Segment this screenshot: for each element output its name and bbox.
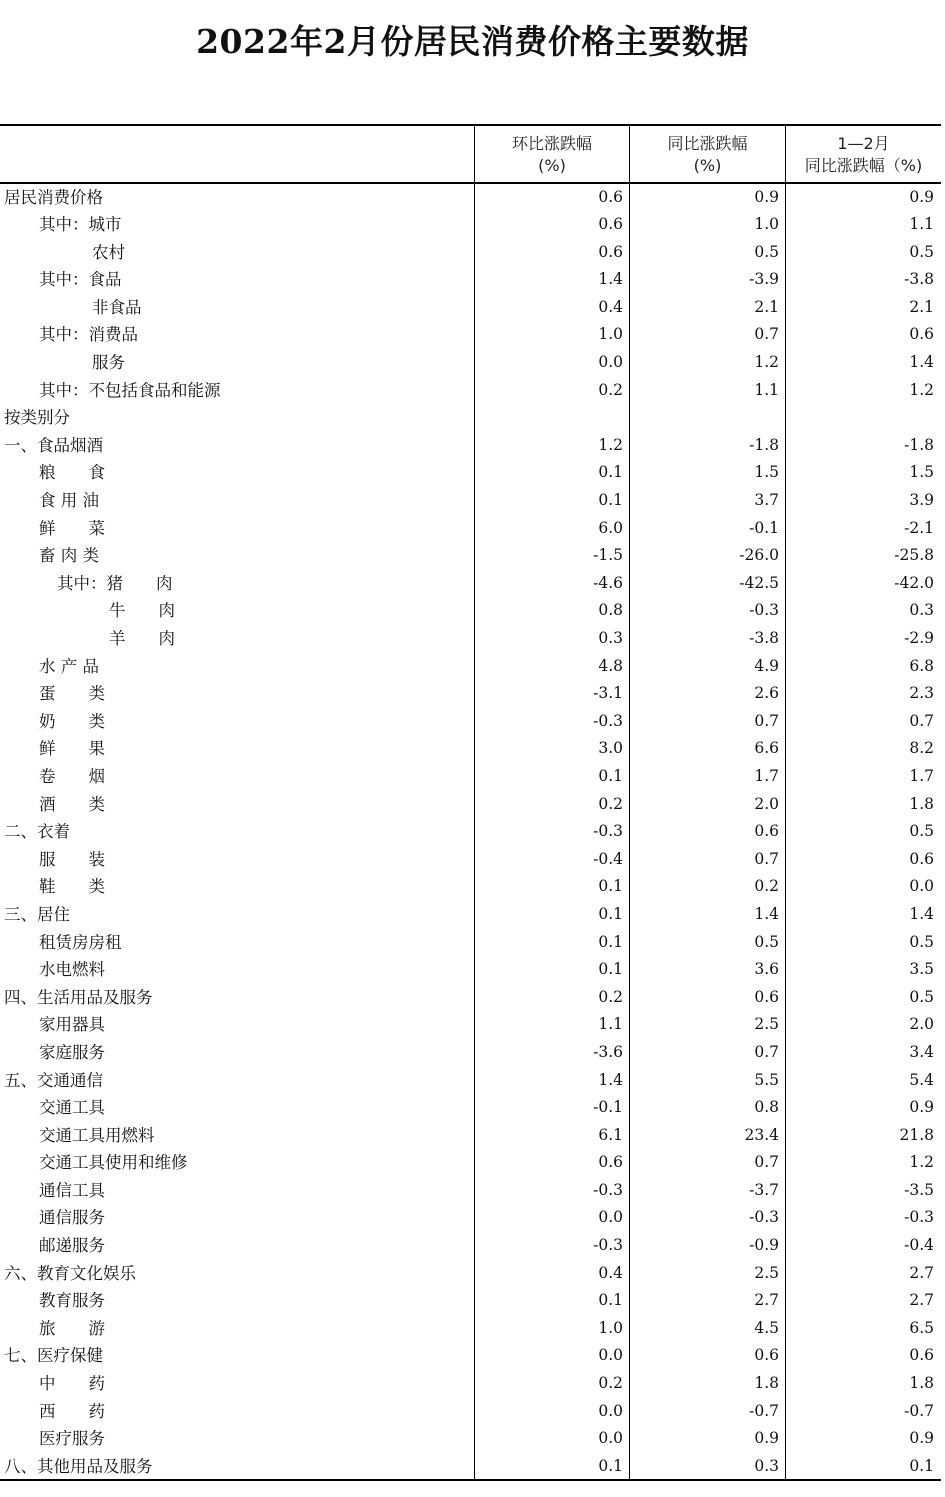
table-row (0, 266, 941, 294)
header-ytd (786, 127, 941, 183)
row-label: 其中：城市 (39, 215, 122, 235)
table-row (0, 1067, 941, 1095)
mom-value: -0.3 (593, 1180, 623, 1199)
mom-value: 0.1 (598, 1456, 623, 1475)
yoy-value: 23.4 (744, 1125, 779, 1144)
ytd-value: 3.4 (909, 1042, 934, 1061)
mom-value: -0.3 (593, 1236, 623, 1255)
ytd-value: -0.4 (904, 1236, 934, 1255)
header-yoy (630, 127, 785, 183)
mom-value: 0.1 (598, 766, 623, 785)
ytd-value: 6.8 (909, 656, 934, 675)
row-label: 七、医疗保健 (4, 1346, 103, 1366)
mom-value: 6.0 (598, 518, 623, 537)
table-row (0, 929, 941, 957)
row-label: 四、生活用品及服务 (4, 987, 153, 1007)
mom-value: 0.0 (598, 1429, 623, 1448)
mom-value: 0.1 (598, 1291, 623, 1310)
row-label: 中 药 (39, 1374, 105, 1394)
ytd-value: 2.3 (909, 684, 934, 703)
row-label: 医疗服务 (39, 1429, 105, 1449)
mom-value: 0.6 (598, 215, 623, 234)
ytd-value: 0.5 (909, 822, 934, 841)
header-yoy-line2: (%) (693, 156, 722, 175)
ytd-value: 0.0 (909, 877, 934, 896)
table-row (0, 1287, 941, 1315)
ytd-value: -0.3 (904, 1208, 934, 1227)
yoy-value: -0.9 (749, 1236, 779, 1255)
table-row (0, 901, 941, 929)
ytd-value: 3.5 (909, 960, 934, 979)
row-label: 鲜 果 (39, 739, 105, 759)
ytd-value: 8.2 (909, 739, 934, 758)
table-row (0, 625, 941, 653)
yoy-value: 3.6 (754, 960, 779, 979)
mom-value: 0.0 (598, 1208, 623, 1227)
header-ytd-line2: 同比涨跌幅（%) (804, 156, 923, 175)
row-label: 交通工具 (39, 1098, 105, 1118)
table-row (0, 570, 941, 598)
ytd-value: -2.1 (904, 518, 934, 537)
ytd-value: -3.8 (904, 270, 934, 289)
table-row (0, 763, 941, 791)
mom-value: 0.4 (598, 297, 623, 316)
row-label: 其中：消费品 (39, 325, 138, 345)
mom-value: 1.4 (598, 1070, 623, 1089)
row-label: 家用器具 (39, 1015, 105, 1035)
mom-value: 1.0 (598, 1318, 623, 1337)
table-row (0, 791, 941, 819)
row-label: 非食品 (92, 297, 142, 317)
mom-value: -3.1 (593, 684, 623, 703)
row-label: 六、教育文化娱乐 (4, 1263, 136, 1283)
yoy-value: 0.6 (754, 1346, 779, 1365)
table-row (0, 708, 941, 736)
mom-value: 0.4 (598, 1263, 623, 1282)
yoy-value: 2.5 (754, 1015, 779, 1034)
table-row (0, 873, 941, 901)
ytd-value: -3.5 (904, 1180, 934, 1199)
row-label: 卷 烟 (39, 766, 105, 786)
ytd-value: 21.8 (899, 1125, 934, 1144)
row-label: 交通工具使用和维修 (39, 1153, 188, 1173)
ytd-value: 1.1 (909, 215, 934, 234)
ytd-value: 1.4 (909, 353, 934, 372)
yoy-value: 2.6 (754, 684, 779, 703)
yoy-value: -42.5 (739, 573, 779, 592)
ytd-value: 0.5 (909, 932, 934, 951)
yoy-value: 0.8 (754, 1098, 779, 1117)
table-row (0, 1260, 941, 1288)
yoy-value: -0.3 (749, 1208, 779, 1227)
yoy-value: 1.2 (754, 353, 779, 372)
mom-value: 0.6 (598, 187, 623, 206)
ytd-value: -25.8 (894, 546, 934, 565)
table-row (0, 1177, 941, 1205)
ytd-value: 0.9 (909, 187, 934, 206)
yoy-value: 1.1 (754, 380, 779, 399)
table-row (0, 680, 941, 708)
yoy-value: 0.5 (754, 932, 779, 951)
yoy-value: -0.3 (749, 601, 779, 620)
row-label: 五、交通通信 (4, 1070, 103, 1090)
table-row (0, 1039, 941, 1067)
ytd-value: 0.6 (909, 849, 934, 868)
row-label: 通信服务 (39, 1208, 105, 1228)
table-row (0, 956, 941, 984)
yoy-value: 0.3 (754, 1456, 779, 1475)
table-row (0, 542, 941, 570)
row-label: 酒 类 (39, 794, 105, 814)
row-label: 牛 肉 (109, 601, 175, 621)
table-row (0, 1122, 941, 1150)
row-label: 水电燃料 (39, 960, 105, 980)
yoy-value (631, 404, 779, 432)
ytd-value: 2.7 (909, 1291, 934, 1310)
mom-value: 0.1 (598, 877, 623, 896)
ytd-value: 1.2 (909, 1153, 934, 1172)
ytd-value: 2.1 (909, 297, 934, 316)
row-label: 其中：猪 肉 (57, 573, 173, 593)
ytd-value: 0.3 (909, 601, 934, 620)
row-label: 西 药 (39, 1401, 105, 1421)
mom-value: -0.3 (593, 822, 623, 841)
row-label: 服 装 (39, 849, 105, 869)
row-label: 其中：食品 (39, 270, 122, 290)
table-row (0, 404, 941, 432)
ytd-value: -0.7 (904, 1401, 934, 1420)
yoy-value: -0.1 (749, 518, 779, 537)
ytd-value: 5.4 (909, 1070, 934, 1089)
page-title: 2022年2月份居民消费价格主要数据 (196, 22, 749, 61)
mom-value: 0.6 (598, 242, 623, 261)
mom-value: -0.4 (593, 849, 623, 868)
yoy-value: 1.7 (754, 766, 779, 785)
header-yoy-line1: 同比涨跌幅 (667, 134, 748, 153)
yoy-value: 0.7 (754, 325, 779, 344)
table-row (0, 239, 941, 267)
row-label: 家庭服务 (39, 1042, 105, 1062)
table-row (0, 984, 941, 1012)
ytd-value: 2.0 (909, 1015, 934, 1034)
yoy-value: -3.8 (749, 629, 779, 647)
row-label: 羊 肉 (109, 629, 175, 648)
yoy-value: 0.6 (754, 822, 779, 841)
table-row (0, 1453, 941, 1481)
row-label: 鲜 菜 (39, 518, 105, 538)
row-label: 粮 食 (39, 463, 105, 483)
row-label: 水 产 品 (39, 656, 99, 676)
yoy-value: 1.5 (754, 463, 779, 482)
yoy-value: 0.2 (754, 877, 779, 896)
mom-value: 0.1 (598, 491, 623, 510)
mom-value: 0.1 (598, 463, 623, 482)
row-label: 其中：不包括食品和能源 (39, 380, 221, 400)
row-label: 旅 游 (39, 1318, 105, 1338)
ytd-value: 1.8 (909, 1374, 934, 1393)
row-label: 食 用 油 (39, 491, 99, 511)
yoy-value: 4.5 (754, 1318, 779, 1337)
header-ytd-line1: 1—2月 (837, 134, 890, 153)
ytd-value: 0.5 (909, 987, 934, 1006)
yoy-value: 2.5 (754, 1263, 779, 1282)
row-label: 蛋 类 (39, 684, 105, 704)
table-row (0, 1425, 941, 1453)
yoy-value: 1.0 (754, 215, 779, 234)
table-row (0, 1204, 941, 1232)
row-label: 三、居住 (4, 904, 70, 924)
mom-value: 0.0 (598, 1401, 623, 1420)
ytd-value: 0.7 (909, 711, 934, 730)
row-label: 按类别分 (4, 408, 70, 428)
row-label: 邮递服务 (39, 1236, 105, 1256)
ytd-value: 1.5 (909, 463, 934, 482)
mom-value: -0.1 (593, 1098, 623, 1117)
mom-value: 0.2 (598, 987, 623, 1006)
table-row (0, 818, 941, 846)
table-row (0, 211, 941, 239)
row-label: 交通工具用燃料 (39, 1125, 155, 1145)
mom-value: 0.6 (598, 1153, 623, 1172)
row-label: 二、衣着 (4, 822, 70, 842)
table-row (0, 294, 941, 322)
mom-value: 6.1 (598, 1125, 623, 1144)
mom-value: 0.1 (598, 932, 623, 951)
mom-value: 0.2 (598, 380, 623, 399)
mom-value: 3.0 (598, 739, 623, 758)
yoy-value: 1.4 (754, 904, 779, 923)
ytd-value: -2.9 (904, 629, 934, 647)
mom-value: -3.6 (593, 1042, 623, 1061)
table-row (0, 1149, 941, 1177)
row-label: 奶 类 (39, 711, 105, 731)
row-label: 八、其他用品及服务 (4, 1456, 153, 1476)
mom-value: 0.3 (598, 629, 623, 647)
yoy-value: 0.5 (754, 242, 779, 261)
ytd-value: 3.9 (909, 491, 934, 510)
mom-value: 0.2 (598, 794, 623, 813)
table-row (0, 597, 941, 625)
mom-value: -4.6 (593, 573, 623, 592)
yoy-value: 0.9 (754, 187, 779, 206)
table-row (0, 846, 941, 874)
table-row (0, 735, 941, 763)
ytd-value: 0.1 (909, 1456, 934, 1475)
ytd-value: -42.0 (894, 573, 934, 592)
table-row (0, 1232, 941, 1260)
yoy-value: 2.1 (754, 297, 779, 316)
row-label: 服务 (92, 353, 125, 373)
row-label: 教育服务 (39, 1291, 105, 1311)
table-row (0, 1011, 941, 1039)
row-label: 畜 肉 类 (39, 546, 99, 566)
yoy-value: 0.6 (754, 987, 779, 1006)
table-row (0, 459, 941, 487)
ytd-value: 1.8 (909, 794, 934, 813)
table-body (0, 184, 941, 1481)
ytd-value: 0.6 (909, 325, 934, 344)
mom-value: 0.2 (598, 1374, 623, 1393)
yoy-value: -1.8 (749, 435, 779, 454)
ytd-value: 1.2 (909, 380, 934, 399)
mom-value: -0.3 (593, 711, 623, 730)
ytd-value (787, 404, 934, 432)
header-mom-line1: 环比涨跌幅 (511, 134, 592, 153)
mom-value: 4.8 (598, 656, 623, 675)
table-row (0, 1315, 941, 1343)
yoy-value: 2.7 (754, 1291, 779, 1310)
mom-value: 0.1 (598, 904, 623, 923)
row-label: 通信工具 (39, 1180, 105, 1200)
yoy-value: 5.5 (754, 1070, 779, 1089)
mom-value: 0.1 (598, 960, 623, 979)
table-row (0, 377, 941, 405)
table-row (0, 184, 941, 212)
table-row (0, 1398, 941, 1426)
table-row (0, 349, 941, 377)
mom-value: 0.0 (598, 1346, 623, 1365)
table-row (0, 487, 941, 515)
mom-value: 1.4 (598, 270, 623, 289)
yoy-value: -26.0 (739, 546, 779, 565)
table-row (0, 515, 941, 543)
table-row (0, 1342, 941, 1370)
row-label: 一、食品烟酒 (4, 435, 103, 455)
row-label: 鞋 类 (39, 877, 105, 897)
row-label: 农村 (92, 242, 125, 262)
mom-value: 1.0 (598, 325, 623, 344)
mom-value: 1.1 (598, 1015, 623, 1034)
ytd-value: 1.4 (909, 904, 934, 923)
row-label: 居民消费价格 (4, 187, 103, 207)
mom-value: 1.2 (598, 435, 623, 454)
table-row (0, 432, 941, 460)
ytd-value: -1.8 (904, 435, 934, 454)
ytd-value: 2.7 (909, 1263, 934, 1282)
ytd-value: 1.7 (909, 766, 934, 785)
table-row (0, 1094, 941, 1122)
yoy-value: 3.7 (754, 491, 779, 510)
mom-value (476, 404, 623, 432)
ytd-value: 6.5 (909, 1318, 934, 1337)
row-label: 租赁房房租 (39, 932, 122, 952)
table-row (0, 653, 941, 681)
ytd-value: 0.9 (909, 1429, 934, 1448)
yoy-value: 0.9 (754, 1429, 779, 1448)
mom-value: 0.0 (598, 353, 623, 372)
mom-value: -1.5 (593, 546, 623, 565)
yoy-value: 2.0 (754, 794, 779, 813)
yoy-value: 0.7 (754, 711, 779, 730)
yoy-value: 1.8 (754, 1374, 779, 1393)
table-row (0, 321, 941, 349)
ytd-value: 0.9 (909, 1098, 934, 1117)
yoy-value: 0.7 (754, 1042, 779, 1061)
header-mom (475, 127, 629, 183)
table-top-rule (0, 124, 941, 126)
yoy-value: 0.7 (754, 1153, 779, 1172)
yoy-value: 4.9 (754, 656, 779, 675)
table-row (0, 1370, 941, 1398)
yoy-value: 0.7 (754, 849, 779, 868)
yoy-value: 6.6 (754, 739, 779, 758)
mom-value: 0.8 (598, 601, 623, 620)
yoy-value: -3.7 (749, 1180, 779, 1199)
header-mom-line2: (%) (538, 156, 566, 175)
ytd-value: 0.6 (909, 1346, 934, 1365)
yoy-value: -0.7 (749, 1401, 779, 1420)
yoy-value: -3.9 (749, 270, 779, 289)
ytd-value: 0.5 (909, 242, 934, 261)
